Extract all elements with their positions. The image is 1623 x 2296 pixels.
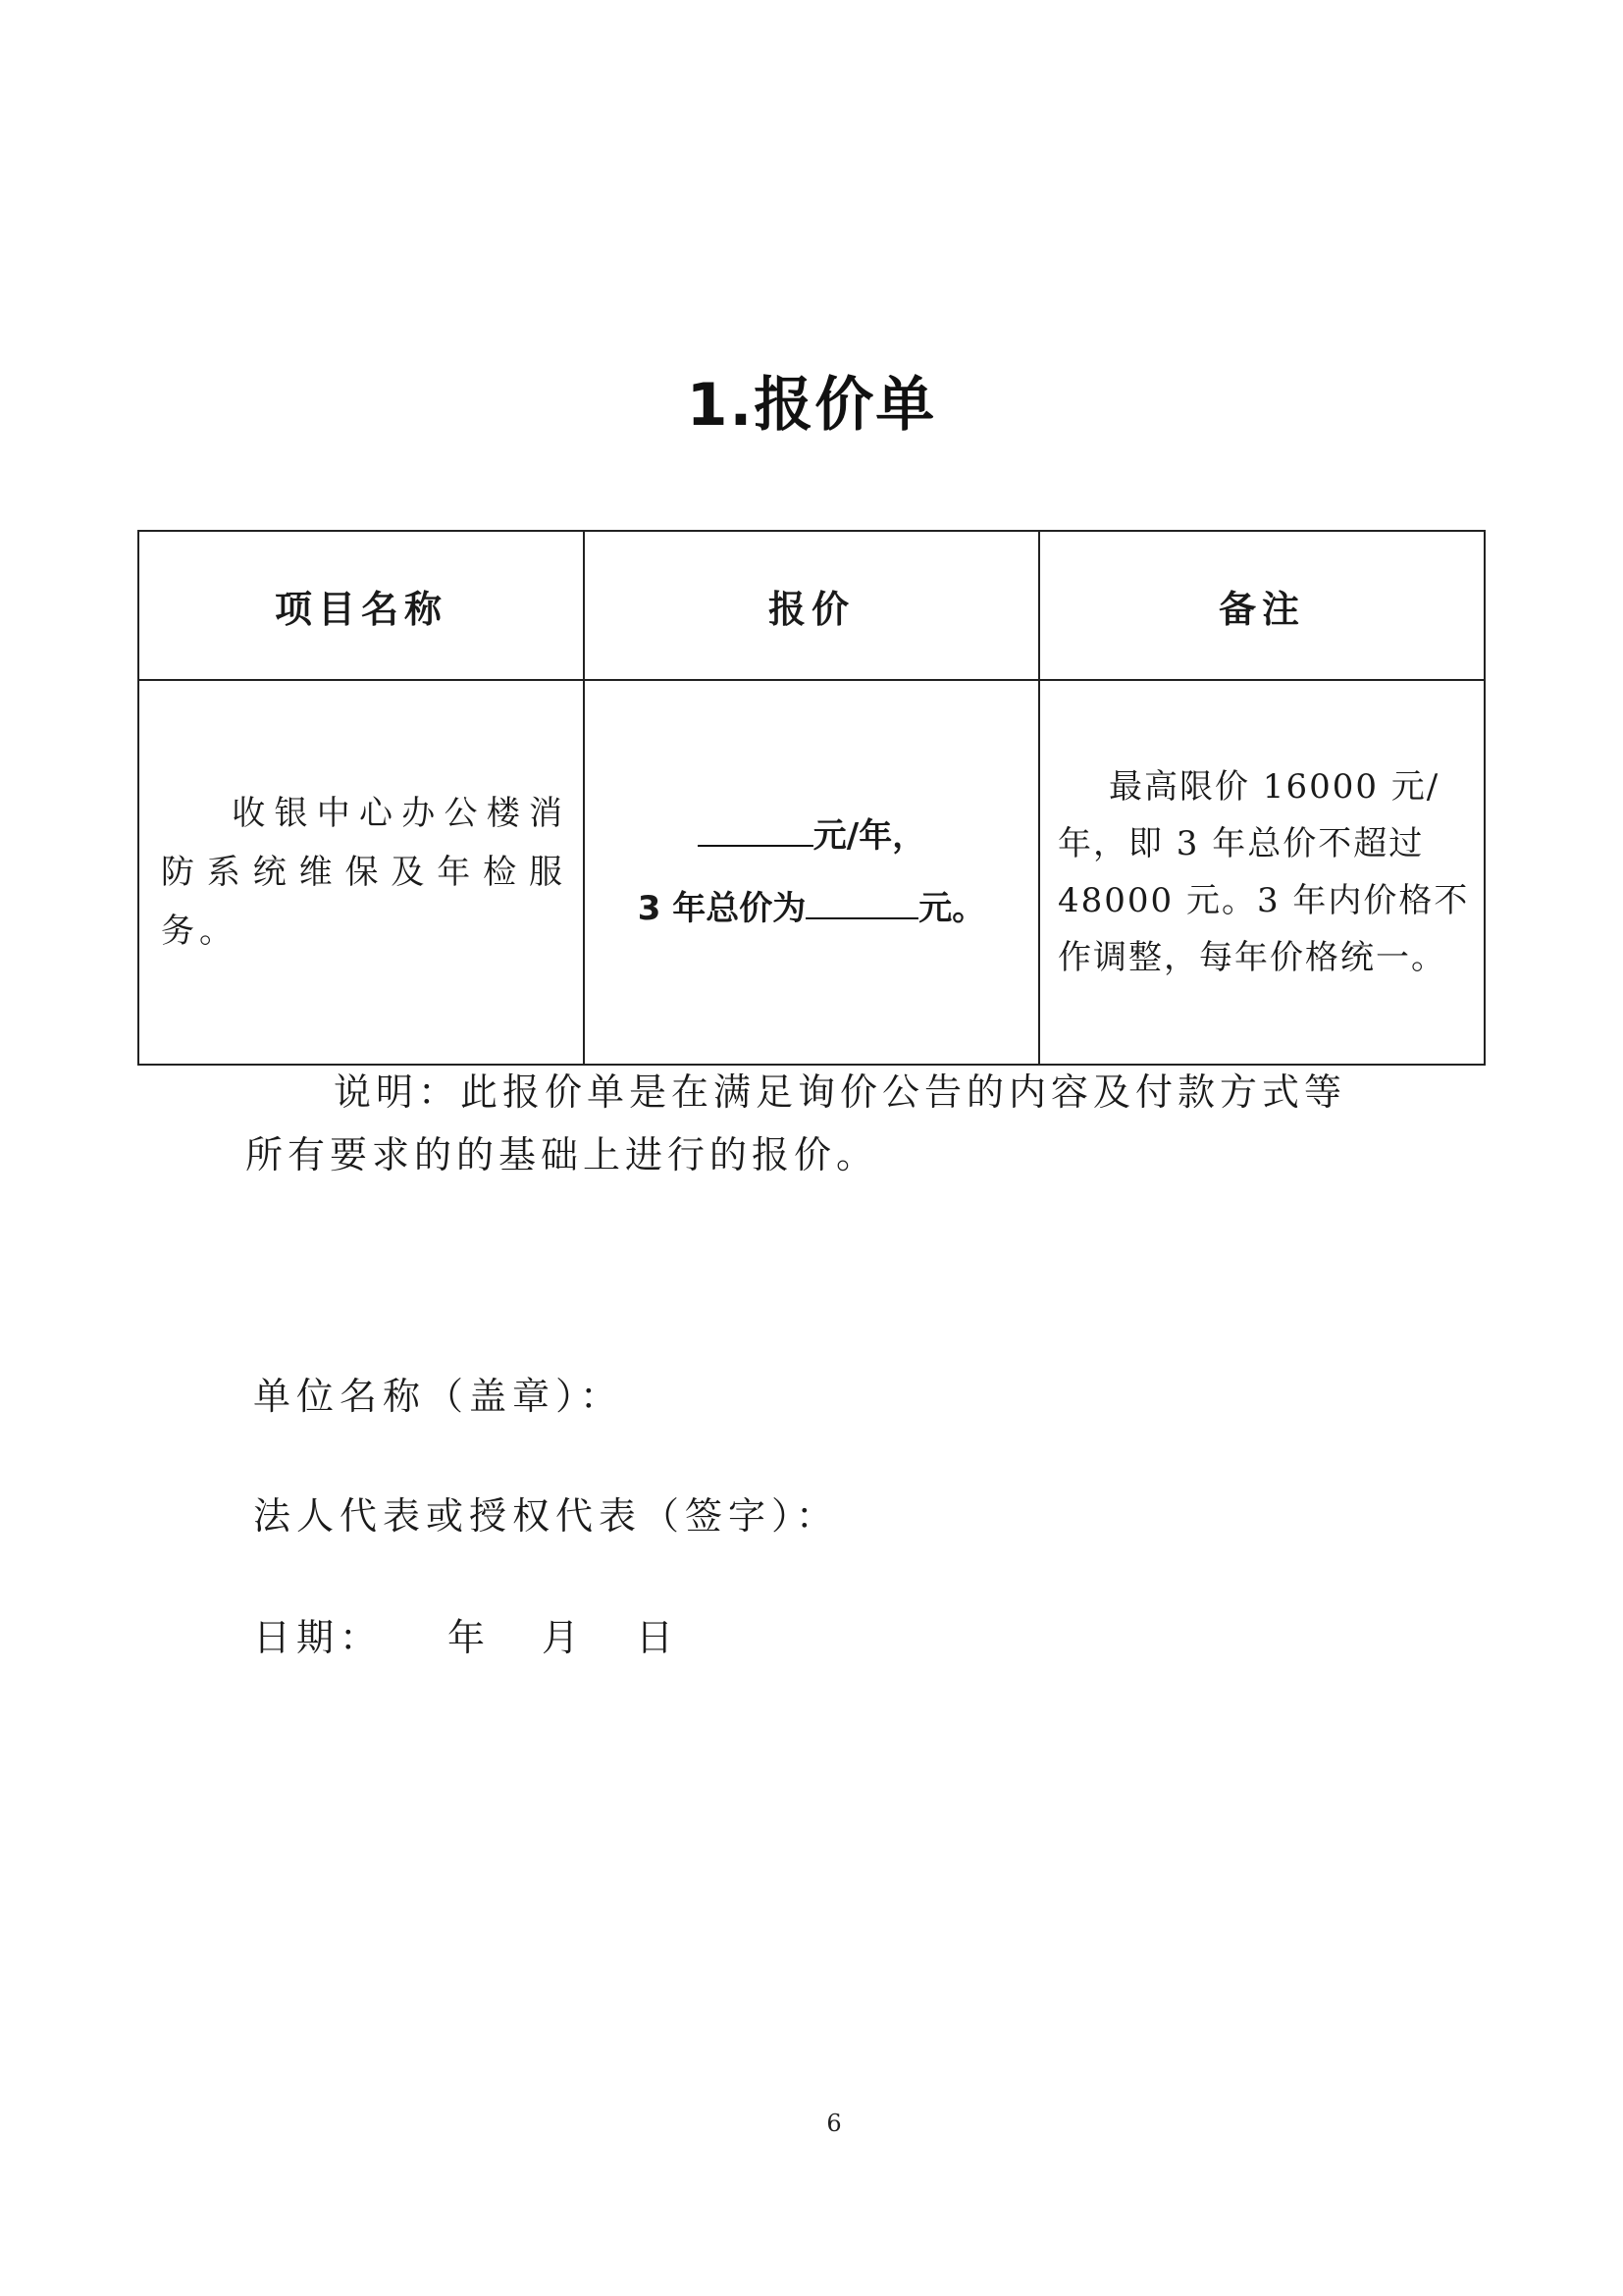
price-total-blank <box>806 915 918 919</box>
date-year: 年 <box>447 1616 492 1659</box>
remarks-text: 最高限价 16000 元/年，即 3 年总价不超过 48000 元。3 年内价格不作调整，每年价格统一。 <box>1058 767 1470 977</box>
unit-name-seal-label: 单位名称（盖章）： <box>253 1375 624 1418</box>
table-row <box>138 680 1485 1065</box>
date-day: 日 <box>636 1616 680 1659</box>
price-per-year-blank <box>698 843 813 847</box>
price-cell <box>584 680 1039 1065</box>
price-per-year-suffix: 元/年， <box>812 816 926 856</box>
project-name-cell <box>138 680 584 1065</box>
date-line <box>253 1607 679 1661</box>
remarks-cell <box>1039 680 1485 1065</box>
project-name-text: 收银中心办公楼消防系统维保及年检服务。 <box>161 794 567 951</box>
price-total-prefix: 3 年总价为 <box>637 889 807 928</box>
page-title: 1.报价单 <box>686 371 937 440</box>
date-label: 日期： <box>253 1616 384 1659</box>
page-number: 6 <box>826 2110 842 2137</box>
price-total-line <box>585 872 1038 945</box>
header-project-name: 项目名称 <box>138 531 584 680</box>
representative-signature-label: 法人代表或授权代表（签字）： <box>253 1494 840 1538</box>
price-total-suffix: 元。 <box>918 889 986 928</box>
header-price: 报价 <box>584 531 1039 680</box>
explanation-line-2: 所有要求的的基础上进行的报价。 <box>245 1133 879 1176</box>
quote-table <box>137 530 1486 1066</box>
table-header-row <box>138 531 1485 680</box>
header-remarks: 备注 <box>1039 531 1485 680</box>
date-month: 月 <box>542 1616 586 1659</box>
price-per-year-line <box>585 800 1038 872</box>
explanation-line-1: 说明：此报价单是在满足询价公告的内容及付款方式等 <box>334 1070 1347 1114</box>
